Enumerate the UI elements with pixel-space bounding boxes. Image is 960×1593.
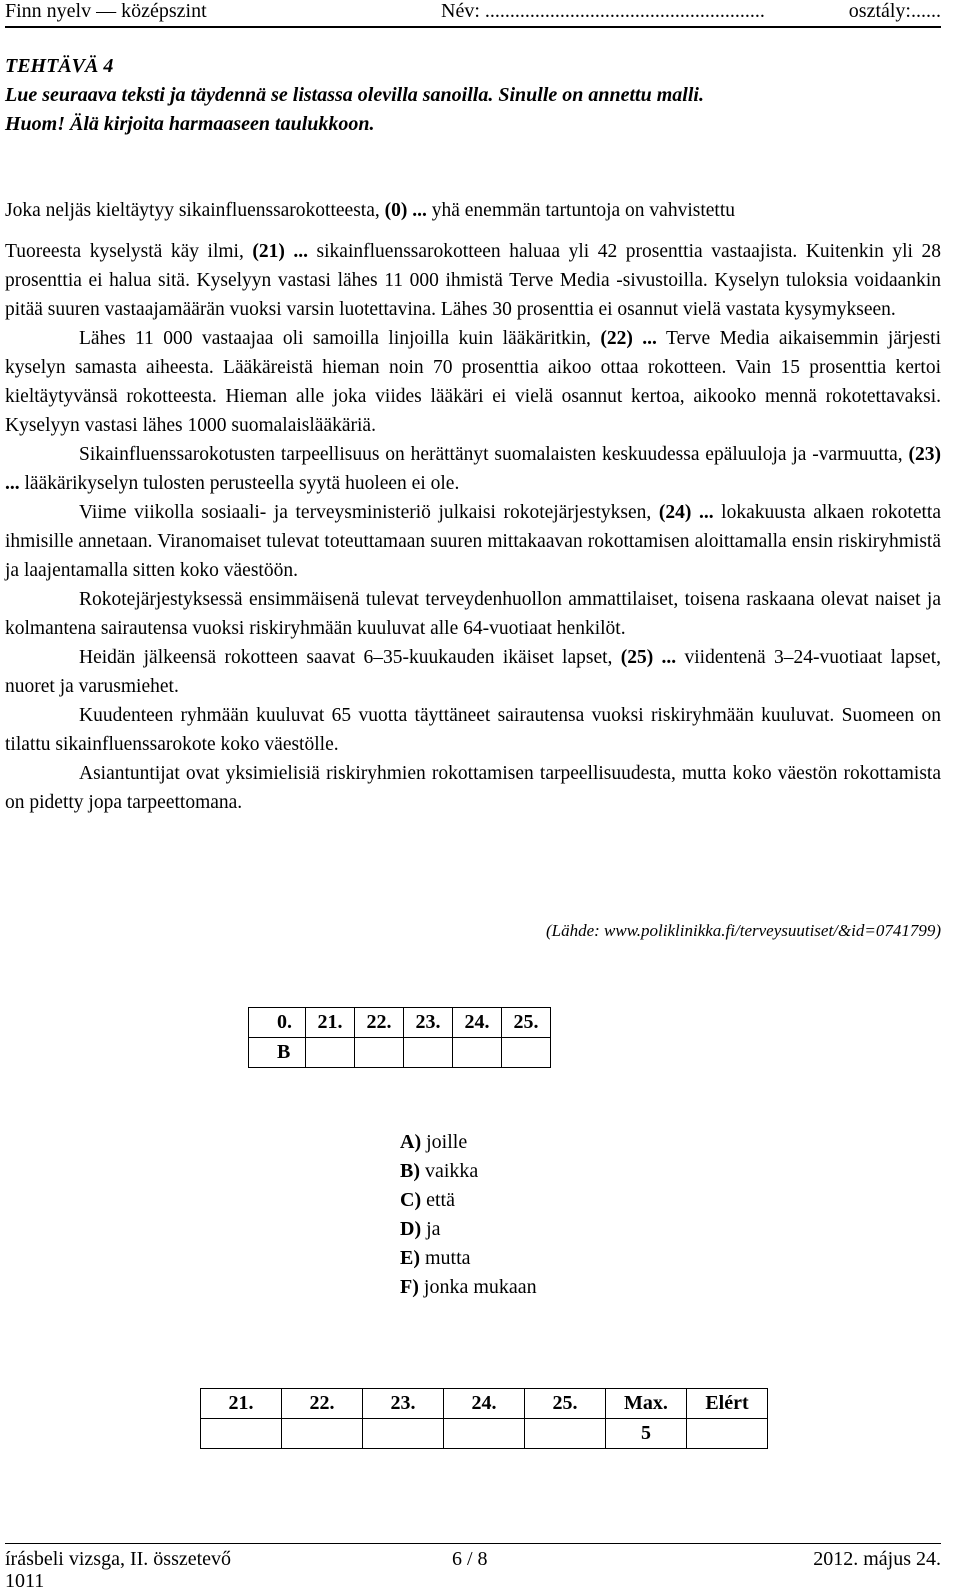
gap-marker: (24) ... bbox=[658, 502, 714, 523]
score-header-cell: Elért bbox=[687, 1389, 768, 1419]
text-paragraph-9: Asiantuntijat ovat yksimielisiä riskiryhmien rokottamisen tarpeellisuudesta, mutta koko väestön rokottamista on pidetty jopa tarpeettomana. bbox=[5, 763, 941, 813]
option-item bbox=[400, 1215, 537, 1244]
score-header-cell: Max. bbox=[606, 1389, 687, 1419]
score-value-cell bbox=[201, 1419, 282, 1449]
answer-table bbox=[248, 1007, 551, 1068]
footer-rule bbox=[5, 1543, 941, 1544]
option-letter: D) bbox=[400, 1218, 422, 1240]
footer-page-number: 6 / 8 bbox=[452, 1548, 488, 1570]
option-word: ja bbox=[426, 1218, 441, 1240]
score-value-cell: 5 bbox=[606, 1419, 687, 1449]
footer-date: 2012. május 24. bbox=[813, 1548, 941, 1570]
gap-marker: (23) ... bbox=[5, 444, 941, 494]
option-letter: A) bbox=[400, 1131, 422, 1153]
header-rule bbox=[5, 26, 941, 28]
text-paragraph-2: Tuoreesta kyselystä käy ilmi, (21) ... sikainfluenssarokotteen haluaa yli 42 prosenttia vastaajista. Kuitenkin yli 28 prosenttia ei halua sitä. Kyselyyn vastasi lähes 11 000 ihmistä Terve Media -sivustoilla. Kyselyn tuloksia voidaankin pitää suuren vastaajamäärän vuoksi varsin luotettavina. Lähes 30 prosenttia ei osannut vielä vastata kysymykseen. bbox=[5, 241, 941, 320]
gap-marker: (21) ... bbox=[252, 241, 309, 262]
text-paragraph-1: Joka neljäs kieltäytyy sikainfluenssarokotteesta, (0) ... yhä enemmän tartuntoja on vahvistettu bbox=[5, 200, 735, 221]
answer-value-cell[interactable] bbox=[453, 1038, 502, 1068]
score-value-cell bbox=[525, 1419, 606, 1449]
score-table-header-row bbox=[201, 1389, 768, 1419]
answer-header-cell: 24. bbox=[453, 1008, 502, 1038]
task-instruction-2: Huom! Älä kirjoita harmaaseen taulukkoon. bbox=[5, 113, 375, 135]
header-name-field: Név: ........................................................ bbox=[441, 0, 765, 22]
score-header-cell: 25. bbox=[525, 1389, 606, 1419]
gap-marker: (25) ... bbox=[620, 647, 677, 668]
task-title: TEHTÄVÄ 4 bbox=[5, 55, 114, 77]
option-word: joille bbox=[426, 1131, 468, 1153]
word-options-list bbox=[400, 1128, 537, 1302]
footer-exam-part: írásbeli vizsga, II. összetevő bbox=[5, 1548, 232, 1570]
text-paragraph-5: Viime viikolla sosiaali- ja terveysministeriö julkaisi rokotejärjestyksen, (24) ... lokakuusta alkaen rokotetta ihmisille annetaan. Viranomaiset tulevat toteuttamaan suuren mittakaavan rokottamisen aloittamalla ensin riskiryhmistä ja laajentamalla sitten koko väestöön. bbox=[5, 502, 941, 581]
answer-table-header-row bbox=[249, 1008, 551, 1038]
option-letter: C) bbox=[400, 1189, 422, 1211]
option-letter: E) bbox=[400, 1247, 420, 1269]
answer-header-cell: 23. bbox=[404, 1008, 453, 1038]
score-table bbox=[200, 1388, 768, 1449]
option-item bbox=[400, 1244, 537, 1273]
score-header-cell: 21. bbox=[201, 1389, 282, 1419]
score-value-cell bbox=[687, 1419, 768, 1449]
reading-text bbox=[5, 196, 941, 817]
score-header-cell: 22. bbox=[282, 1389, 363, 1419]
gap-marker: (22) ... bbox=[600, 328, 657, 349]
score-header-cell: 23. bbox=[363, 1389, 444, 1419]
answer-header-cell: 0. bbox=[249, 1008, 306, 1038]
header-subject: Finn nyelv — középszint bbox=[5, 0, 207, 22]
score-value-cell bbox=[282, 1419, 363, 1449]
score-table-value-row bbox=[201, 1419, 768, 1449]
option-item bbox=[400, 1273, 537, 1302]
option-item bbox=[400, 1128, 537, 1157]
page-header bbox=[5, 0, 941, 26]
score-header-cell: 24. bbox=[444, 1389, 525, 1419]
answer-header-cell: 21. bbox=[306, 1008, 355, 1038]
task-instruction-1: Lue seuraava teksti ja täydennä se listassa olevilla sanoilla. Sinulle on annettu malli. bbox=[5, 84, 704, 106]
option-item bbox=[400, 1186, 537, 1215]
answer-header-cell: 22. bbox=[355, 1008, 404, 1038]
option-word: vaikka bbox=[425, 1160, 479, 1182]
source-citation: (Lähde: www.poliklinikka.fi/terveysuutiset/&id=0741799) bbox=[545, 921, 941, 940]
answer-value-cell[interactable] bbox=[502, 1038, 551, 1068]
score-value-cell bbox=[444, 1419, 525, 1449]
option-word: mutta bbox=[425, 1247, 471, 1269]
answer-value-cell[interactable] bbox=[404, 1038, 453, 1068]
answer-header-cell: 25. bbox=[502, 1008, 551, 1038]
text-paragraph-4: Sikainfluenssarokotusten tarpeellisuus on herättänyt suomalaisten keskuudessa epäluuloja ja -varmuutta, (23) ... lääkärikyselyn tulosten perusteella syytä huoleen ei ole. bbox=[5, 444, 941, 494]
footer-code: 1011 bbox=[5, 1570, 45, 1592]
option-item bbox=[400, 1157, 537, 1186]
text-paragraph-8: Kuudenteen ryhmään kuuluvat 65 vuotta täyttäneet sairautensa vuoksi riskiryhmään kuuluvat. Suomeen on tilattu sikainfluenssarokote koko väestölle. bbox=[5, 705, 941, 755]
option-letter: B) bbox=[400, 1160, 420, 1182]
option-word: että bbox=[426, 1189, 455, 1211]
text-paragraph-3: Lähes 11 000 vastaajaa oli samoilla linjoilla kuin lääkäritkin, (22) ... Terve Media aikaisemmin järjesti kyselyn samasta aiheesta. Lääkäreistä hieman noin 70 prosenttia aikoo ottaa rokotteen. Vain 15 prosenttia kertoi kieltäytyvänsä rokotteesta. Hieman alle joka viides lääkäri ei vielä osannut kertoa, aikooko mennä rokotettavaksi. Kyselyyn vastasi lähes 1000 suomalaislääkäriä. bbox=[5, 328, 941, 436]
task-heading bbox=[5, 52, 941, 139]
score-value-cell bbox=[363, 1419, 444, 1449]
answer-table-value-row bbox=[249, 1038, 551, 1068]
answer-value-cell: B bbox=[249, 1038, 306, 1068]
header-class-field: osztály:...... bbox=[848, 0, 941, 22]
answer-value-cell[interactable] bbox=[306, 1038, 355, 1068]
text-paragraph-7: Heidän jälkeensä rokotteen saavat 6–35-kuukauden ikäiset lapset, (25) ... viidentenä 3–24-vuotiaat lapset, nuoret ja varusmiehet. bbox=[5, 647, 941, 697]
option-word: jonka mukaan bbox=[423, 1276, 537, 1298]
answer-value-cell[interactable] bbox=[355, 1038, 404, 1068]
option-letter: F) bbox=[400, 1276, 419, 1298]
gap-marker: (0) ... bbox=[384, 200, 427, 221]
text-paragraph-6: Rokotejärjestyksessä ensimmäisenä tulevat terveydenhuollon ammattilaiset, toisena raskaana olevat naiset ja kolmantena sairautensa vuoksi riskiryhmään kuuluvat alle 64-vuotiaat henkilöt. bbox=[5, 589, 941, 639]
